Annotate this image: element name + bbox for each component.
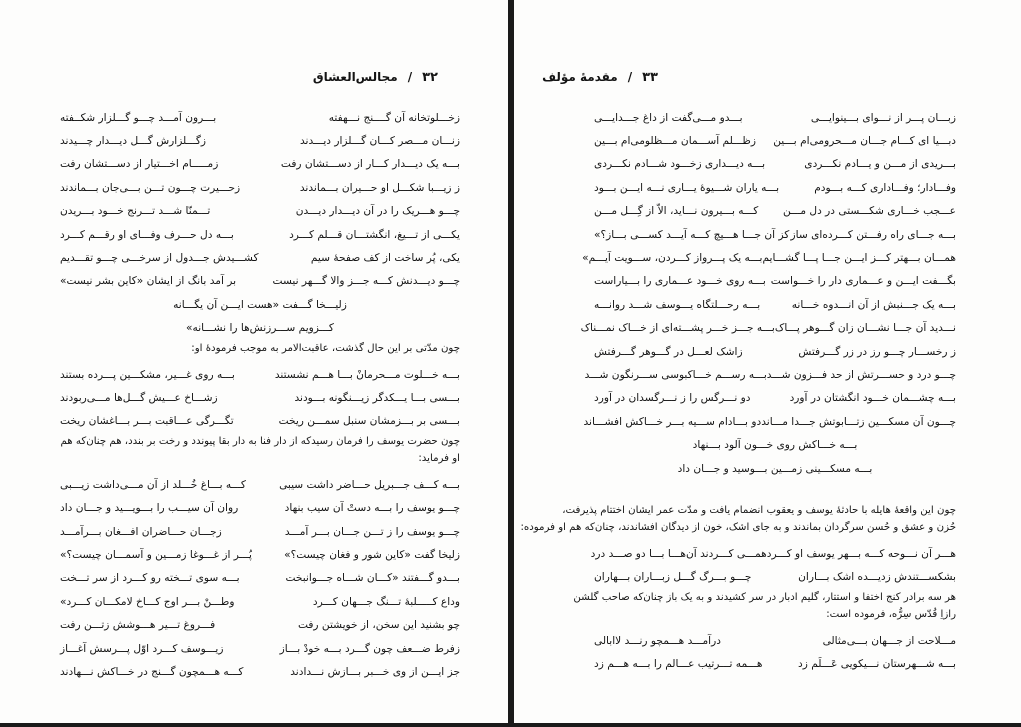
hemistich-right: چـــو دیـــدنش کـــه جـــز والا گـــهر نیست: [272, 275, 460, 288]
verse-row: [60, 270, 460, 293]
verse-row: [60, 200, 460, 223]
hemistich-left: بـــه یاران شـــیوهٔ یـــاری نـــه ایـــن بـــود: [594, 181, 780, 194]
hemistich-right: چـــو هـــریک را در آن دیـــدار دیـــدن: [295, 205, 460, 218]
verse-row: [594, 293, 956, 316]
hemistich-left: دو نـــرگس را ز نـــرگسدان در آورد: [594, 392, 751, 405]
prose-line: چون حضرت یوسف را فرمان رسیدکه از دار فنا به دار بقا پیوندد و رخت بر بندد، هم چنان‌که هم: [60, 436, 460, 448]
hemistich-left: فـــروغ تـــیر هـــوشش زتـــن رفت: [60, 619, 216, 632]
hemistich-right: مـــلاحت از جـــهان بـــی‌مثالی: [822, 634, 956, 647]
hemistich-right: یکی، پُر ساخت از کف صفحهٔ سیم: [310, 252, 460, 265]
centered-verse: بـــه مسکـــینی زمـــین بـــوسید و جـــان داد: [677, 462, 873, 475]
verse-row: [60, 410, 460, 433]
hemistich-right: بـــریدی از مـــن و یـــادم نکـــردی: [804, 158, 956, 171]
hemistich-right: بـــه شـــهرستان نـــیکویی عَـــلَم زد: [798, 658, 956, 671]
hemistich-left: تگـــرگی عـــاقبت بـــر بـــاغشان ریخت: [60, 415, 234, 428]
centered-verse: کـــزویم ســـرزنش‌ها را نشـــانه»: [186, 322, 334, 335]
right-page-number: ۳۳: [642, 69, 658, 85]
left-page: [0, 0, 508, 727]
hemistich-left: دو بـــادام ســـیه بـــر خـــاکش افشـــاند: [583, 415, 762, 428]
verse-row: [594, 176, 956, 199]
hemistich-right: زخـــلوتخانه آن گــــنج نـــهفته: [328, 111, 460, 124]
hemistich-right: بـــسی بر بـــزمشان سنبل سمـــن ریخت: [278, 415, 460, 428]
hemistich-right: چـــو یوسف را ز تـــن جـــان بـــر آمـــد: [284, 525, 460, 538]
prose-line: چون این واقعهٔ هایله با حادثهٔ یوسف و یعقوب انضمام یافت و مدّت عمر ایشان اختتام پذیرفت،: [562, 505, 956, 517]
left-header-separator: /: [407, 70, 413, 84]
hemistich-left: بـــه روی خـــود عـــماری را بـــیاراست: [594, 275, 766, 288]
hemistich-right: بـــه چشـــمان خـــود انگشتان در آورد: [789, 392, 956, 405]
centered-verse: زلیـــخا گـــفت «هست ایـــن آن یگـــانه: [173, 298, 347, 311]
hemistich-left: زشـــاخ عـــیش گـــل‌ها مـــی‌ربودند: [60, 391, 218, 404]
hemistich-left: زیـــوسف کـــرد اوّل پـــرسش آغـــاز: [60, 642, 224, 655]
hemistich-left: بـــه سوی تـــخته رو کـــرد از سر تـــخت: [60, 572, 240, 585]
verse-row: [60, 543, 460, 566]
hemistich-right: چـــو درد و حســـرتش از حد فـــزون شـــد: [766, 368, 956, 381]
verse-row: [60, 223, 460, 246]
verse-row: [60, 153, 460, 176]
hemistich-right: بـــسی بـــا یـــکدگر زیـــنگونه بـــودند: [294, 391, 460, 404]
verse-row: [583, 410, 956, 433]
verse-row: [60, 176, 460, 199]
verse-row: [594, 106, 956, 129]
hemistich-left: زحـــیرت چـــون تـــن بـــی‌جان بـــماندند: [60, 181, 241, 194]
left-page-header: [313, 68, 438, 86]
hemistich-right: بـــدو گـــفتند «کـــان شـــاه جـــوانبخت: [285, 572, 460, 585]
right-page: [514, 0, 1021, 727]
verse-row: [60, 473, 460, 496]
verse-row: [582, 246, 956, 269]
prose-line: رازاِ قُدّس سِرُّه، فرموده است:: [826, 609, 956, 621]
hemistich-right: بـــه خـــلوت مـــحرمانْ بـــا هـــم نشستند: [274, 368, 460, 381]
hemistich-right: عـــجب خـــاری شکـــستی در دل مـــن: [782, 205, 956, 218]
hemistich-left: کشـــیدش جـــدول از سرخـــی چـــو تقـــدیم: [60, 252, 259, 265]
hemistich-left: زجـــان حـــاضران افـــغان بـــرآمـــد: [60, 525, 222, 538]
left-page-number: ۳۲: [422, 69, 438, 85]
hemistich-right: بشكســـتندش زدیـــده اشک بـــاران: [798, 571, 956, 584]
hemistich-left: روان آن سیـــب را بـــویـــید و جـــان داد: [60, 502, 239, 515]
prose-line: چون مدّتی بر این حال گذشت، عاقبت‌الامر به موجب فرمودهٔ او:: [191, 342, 460, 354]
prose-line: حُزن و عشق و حُسن سرگردان بماندند و به جای اشک، خون از دیدگان افشاندند، چنان‌که هم او فرموده:: [520, 522, 956, 534]
hemistich-left: درآمـــد هـــمچو رنـــد لاابالی: [594, 634, 721, 647]
hemistich-right: بـــه کـــف جـــبریل حـــاضر داشت سیبی: [279, 478, 460, 491]
hemistich-left: بـــه روی غـــیر، مشکـــین پـــرده بستند: [60, 368, 235, 381]
right-header-title: مقدمهٔ مؤلف: [542, 70, 618, 84]
hemistich-right: زلیخا گفت «کاین شور و فغان چیست؟»: [284, 548, 460, 561]
verse-row: [60, 520, 460, 543]
verse-row: [584, 363, 956, 386]
hemistich-right: زبـــان پـــر از نـــوای بـــینوایـــی: [810, 111, 956, 124]
hemistich-left: وطـــنْ بـــر اوج کـــاخ لامکـــان کـــرد»: [60, 595, 235, 608]
verse-row: [60, 129, 460, 152]
hemistich-right: نـــدید آن جـــا نشـــان زان گـــوهر پـــاک: [774, 322, 956, 335]
verse-row: [60, 496, 460, 519]
prose-line: هر سه برادر کنج اختفا و استتار، گلیم ادبار در سر کشیدند و به یک باز چنان‌که صاحب گلشن: [573, 592, 956, 604]
hemistich-left: چـــو بـــرگ گـــل زبـــاران بـــهاران: [594, 571, 752, 584]
hemistich-left: بـــه رحـــلتگاه یـــوسف شـــد روانـــه: [594, 298, 761, 311]
verse-row: [60, 386, 460, 409]
verse-row: [594, 200, 956, 223]
hemistich-left: زظـــلم آســـمان مـــظلومی‌ام بـــین: [594, 135, 756, 148]
left-page-body: [60, 106, 460, 684]
right-page-header: [542, 68, 658, 86]
hemistich-left: بر آمد بانگ از ایشان «کاین بشر نیست»: [60, 275, 237, 288]
hemistich-left: هـــمه تـــرتیب عـــالم را بـــه هـــم زد: [594, 658, 763, 671]
right-page-body: [520, 106, 956, 676]
hemistich-right: یکـــی از تـــیغ، انگشتـــان قـــلم کـــرد: [289, 228, 460, 241]
verse-row: [594, 387, 956, 410]
verse-row: [60, 246, 460, 269]
hemistich-left: همـــی کـــردند آن‌هـــا بـــا دو صـــد درد: [590, 547, 767, 560]
hemistich-left: بـــرون آمـــد چـــو گـــلزار شکــفته: [60, 111, 217, 124]
verse-row: [60, 660, 460, 683]
verse-row: [594, 270, 956, 293]
verse-row: [60, 637, 460, 660]
verse-row: [594, 223, 956, 246]
right-header-separator: /: [627, 70, 633, 84]
hemistich-left: زگـــلزارش گـــل دیـــدار چـــیدند: [60, 135, 207, 148]
hemistich-right: بـــه یک دیـــدار کـــار از دســـتشان رفت: [280, 158, 460, 171]
verse-row: [60, 363, 460, 386]
hemistich-right: ز رخســـار چـــو رز در زر گـــرفتش: [798, 345, 956, 358]
hemistich-right: همـــان بـــهتر کـــز ایـــن جـــا پـــا گشـــایم: [762, 252, 956, 265]
hemistich-left: بـــدو مـــی‌گفت از داغ جـــدایـــی: [594, 111, 743, 124]
hemistich-left: بـــه دل حـــرف وفـــای او رقـــم کـــرد: [60, 228, 234, 241]
hemistich-left: زمـــــام اخـــتیار از دســـتشان رفت: [60, 158, 219, 171]
hemistich-right: بگـــفت ایـــن و عـــماری دار را خـــواست: [770, 275, 956, 288]
hemistich-right: وداع کـــــلبهٔ تـــنگ جـــهان کـــرد: [312, 595, 460, 608]
verse-row: [590, 542, 956, 565]
hemistich-left: کـــه بـــاغ خُـــلد از آن مـــی‌داشت زیـــبی: [60, 478, 246, 491]
hemistich-left: بـــه رســـم خـــاکبوسی ســـرنگون شـــد: [584, 368, 767, 381]
verse-row: [594, 153, 956, 176]
verse-row: [594, 652, 956, 675]
hemistich-right: چـــو یوسف را بـــه دستْ آن سیب بنهاد: [284, 502, 460, 515]
hemistich-left: بـــه جـــز خـــر پشـــته‌ای از خـــاک نمـــناک: [580, 322, 775, 335]
hemistich-right: هـــر آن نـــوحه کـــه بـــهر یوسف او کـــرد: [766, 547, 956, 560]
hemistich-right: زفرط ضـــعف چون گـــرد بـــه خودْ بـــاز: [279, 642, 460, 655]
hemistich-right: وفـــادار؛ وفـــاداری کـــه بـــودم: [814, 181, 956, 194]
hemistich-left: پُـــر از غـــوغا زمـــین و آسمـــان چیست؟»: [60, 548, 252, 561]
left-header-title: مجالس‌العشاق: [312, 70, 398, 84]
verse-row: [60, 590, 460, 613]
centered-verse: بـــه خـــاکش روی خـــون آلود بـــنهاد: [692, 439, 858, 452]
verse-row: [60, 613, 460, 636]
hemistich-right: زنـــان مـــصر کـــان گـــلزار دیـــدند: [299, 135, 460, 148]
hemistich-right: دبـــیا ای کـــام جـــان مـــحرومی‌ام بـــین: [773, 135, 956, 148]
verse-row: [594, 629, 956, 652]
book-edge-bottom: [0, 723, 1021, 727]
hemistich-left: کـــه بـــیرون نـــاید، الاّ از گِـــل مـــن: [594, 205, 759, 218]
verse-row: [60, 106, 460, 129]
hemistich-left: زاشک لعـــل در گـــوهر گـــرفتش: [594, 345, 743, 358]
verse-row: [60, 567, 460, 590]
verse-row: [580, 317, 956, 340]
spacer: [594, 480, 956, 502]
hemistich-right: بـــه جـــای راه رفـــتن کـــرده‌ای ساز: [790, 228, 956, 241]
verse-row: [594, 340, 956, 363]
prose-line: او فرماید:: [418, 453, 460, 465]
hemistich-right: چـــون آن مسکـــین زتـــابوتش جـــدا مـــاند: [761, 415, 956, 428]
hemistich-right: جز ایـــن از وی خـــبر بـــازش نـــدادند: [290, 665, 460, 678]
hemistich-right: چو بشنید این سخن، از خویشتن رفت: [297, 619, 460, 632]
hemistich-left: کز آن جـــا هـــیچ کـــه آیـــد کســـی بـــاز؟»: [594, 228, 790, 241]
hemistich-left: تـــمنّا شـــد تـــرنج خـــود بـــریدن: [60, 205, 211, 218]
hemistich-right: بـــه یک جـــنبش از آن انـــدوه خـــانه: [791, 298, 956, 311]
hemistich-left: بـــه دیـــداری زخـــود شـــادم نکـــردی: [594, 158, 766, 171]
hemistich-left: کـــه هـــمچون گـــنج در خـــاکش نـــهادند: [60, 665, 244, 678]
verse-row: [594, 129, 956, 152]
hemistich-right: ز زیـــبا شکـــل او حـــیران بـــماندند: [299, 181, 460, 194]
verse-row: [594, 566, 956, 589]
hemistich-left: بـــه یک پـــرواز کـــردن، ســـویت آیـــم»: [582, 252, 763, 265]
